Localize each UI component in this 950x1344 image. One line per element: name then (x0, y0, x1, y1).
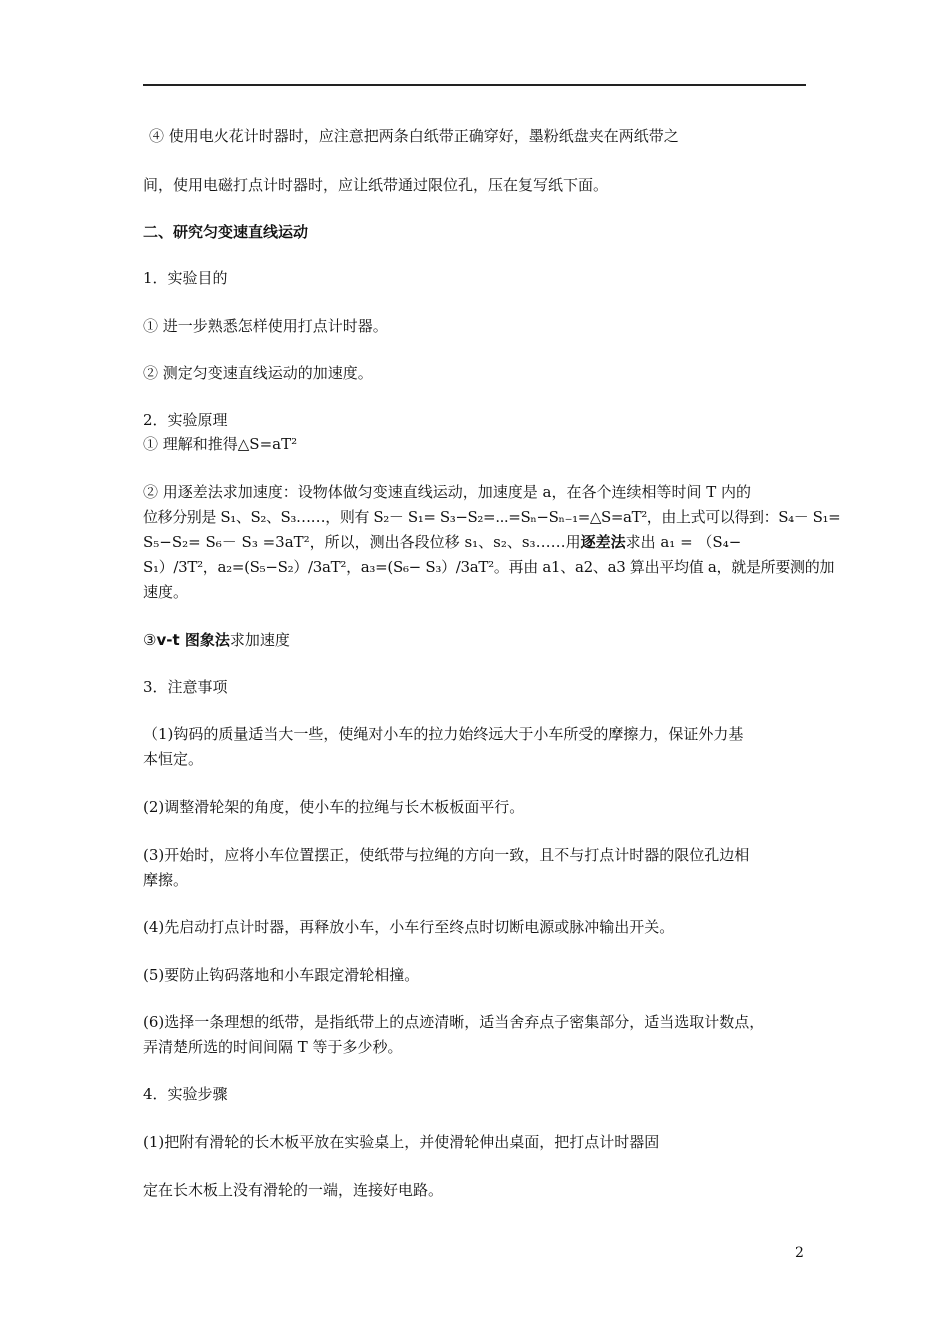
note-6-line2: 弄清楚所选的时间间隔 T 等于多少秒。 (143, 1038, 403, 1056)
note-3-line2: 摩擦。 (143, 871, 189, 889)
purpose-item-1: ① 进一步熟悉怎样使用打点计时器。 (143, 317, 388, 335)
line3-pre: S₅−S₂= S₆－ S₃ =3aT²，所以，测出各段位移 s₁、s₂、s₃……用 (143, 533, 581, 551)
principle-item-2-line1: ② 用逐差法求加速度：设物体做匀变速直线运动，加速度是 a，在各个连续相等时间 T 内的 (143, 483, 752, 501)
principle-item-2-line3 (143, 530, 815, 555)
header-rule (143, 84, 806, 86)
principle-item-3 (143, 628, 815, 653)
line3-post: 求出 a₁ = （S₄− (625, 533, 742, 551)
principle-item-1: ① 理解和推得△S=aT² (143, 435, 298, 453)
step-1-line1: (1)把附有滑轮的长木板平放在实验桌上，并使滑轮伸出桌面，把打点计时器固 (143, 1133, 660, 1151)
steps-heading: 4．实验步骤 (143, 1085, 228, 1103)
note-4: (4)先启动打点计时器，再释放小车，小车行至终点时切断电源或脉冲输出开关。 (143, 918, 675, 936)
principle-item-2-line5: 速度。 (143, 583, 189, 601)
principle-item-2-line2: 位移分别是 S₁、S₂、S₃……，则有 S₂－ S₁= S₃−S₂=⋯=Sₙ−Sₙ₋₁=△S=aT²，由上式可以得到：S₄－ S₁= (143, 508, 841, 526)
note-1-line2: 本恒定。 (143, 750, 204, 768)
principle-heading: 2．实验原理 (143, 411, 228, 429)
notes-heading: 3．注意事项 (143, 678, 228, 696)
note-6-line1: (6)选择一条理想的纸带，是指纸带上的点迹清晰，适当舍弃点子密集部分，适当选取计数点， (143, 1013, 765, 1031)
step-1-line2: 定在长木板上没有滑轮的一端，连接好电路。 (143, 1181, 444, 1199)
item3-post: 求加速度 (229, 631, 290, 649)
note-1-line1: （1)钩码的质量适当大一些，使绳对小车的拉力始终远大于小车所受的摩擦力，保证外力基 (143, 725, 744, 743)
item4-line1: ④ 使用电火花计时器时，应注意把两条白纸带正确穿好，墨粉纸盘夹在两纸带之 (149, 127, 679, 145)
difference-method-term: 逐差法 (580, 533, 626, 551)
purpose-heading: 1．实验目的 (143, 269, 228, 287)
purpose-item-2: ② 测定匀变速直线运动的加速度。 (143, 364, 373, 382)
note-3-line1: (3)开始时，应将小车位置摆正，使纸带与拉绳的方向一致，且不与打点计时器的限位孔边相 (143, 846, 750, 864)
item3-marker: ③ (143, 631, 157, 649)
principle-item-2-line4: S₁）/3T²，a₂=(S₅−S₂）/3aT²，a₃=(S₆− S₃）/3aT²。再由 a1、a2、a3 算出平均值 a，就是所要测的加 (143, 558, 835, 576)
page-number: 2 (795, 1245, 804, 1261)
section-title: 二、研究匀变速直线运动 (143, 223, 309, 241)
vt-graph-method-term: v-t 图象法 (156, 631, 230, 649)
item4-line2: 间，使用电磁打点计时器时，应让纸带通过限位孔，压在复写纸下面。 (143, 176, 609, 194)
note-5: (5)要防止钩码落地和小车跟定滑轮相撞。 (143, 966, 420, 984)
note-2: (2)调整滑轮架的角度，使小车的拉绳与长木板板面平行。 (143, 798, 525, 816)
